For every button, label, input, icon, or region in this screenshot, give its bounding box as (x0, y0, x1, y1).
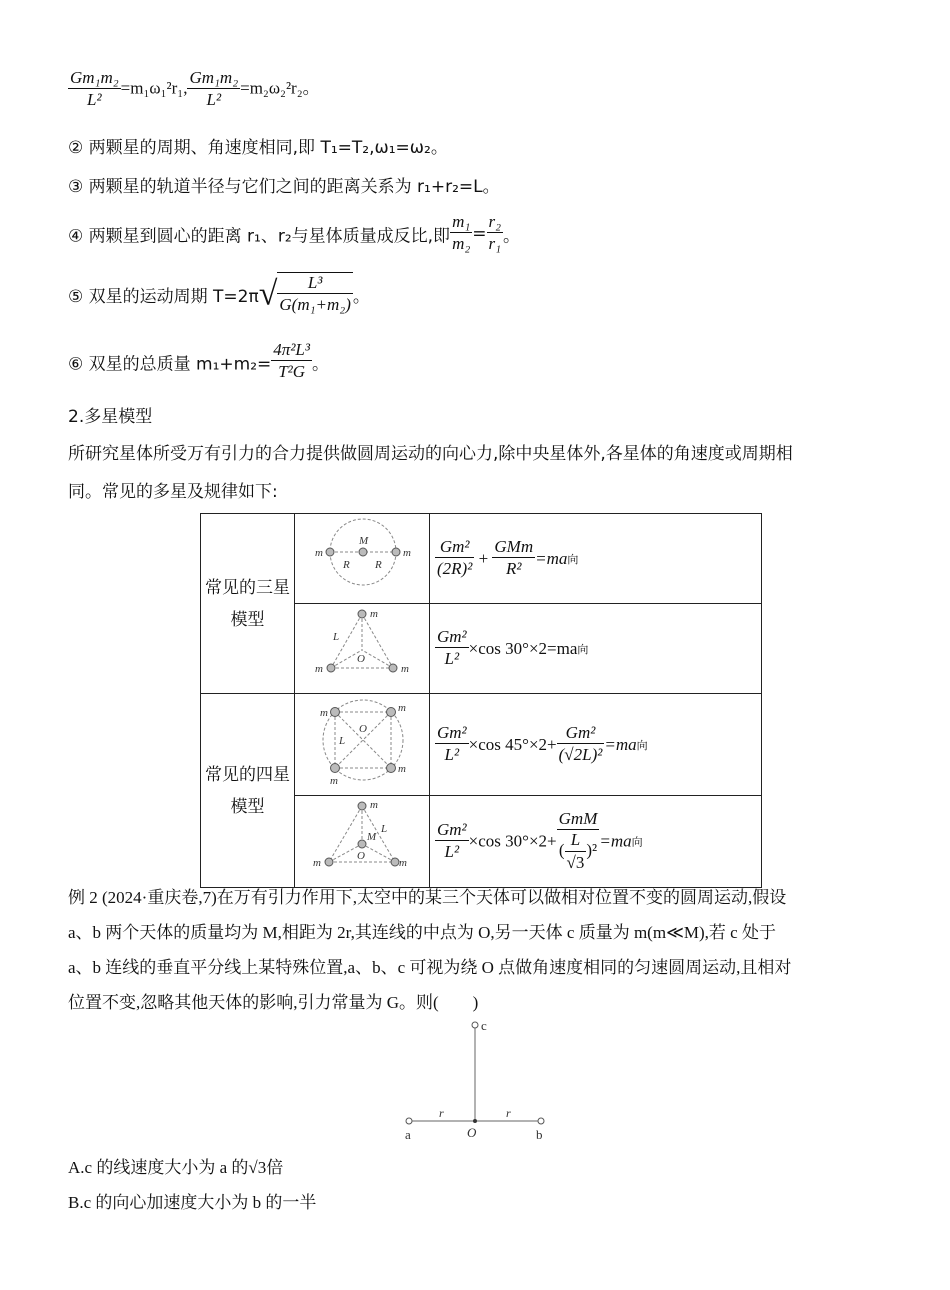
four-star-square-figure (295, 694, 430, 796)
example-abc-diagram (395, 1015, 555, 1145)
row4-inner-fraction: $\frac{L}{√3}$ (566, 830, 585, 872)
svg-text:m: m (320, 707, 328, 719)
svg-text:m: m (370, 608, 378, 620)
svg-text:M: M (359, 535, 369, 547)
three-star-triangle-diagram (295, 604, 429, 688)
three-star-label: 常见的三星模型 (201, 514, 295, 694)
top-formula: $\frac{\text{Gm₁m₂}}{\text{L²}}$ =m₁ω₁²r₁, $\frac{\text{Gm₁m₂}}{\text{L²}}$ =m₂ω₂²r₂。 (68, 68, 320, 111)
svg-text:m: m (370, 799, 378, 811)
three-star-line-diagram (295, 514, 429, 598)
formula-row-3: $\frac{\text{Gm²}}{\text{L²}}$ ×cos 45°×2+ $\frac{\text{Gm²}}{\text{(√2L)²}}$ =ma向 (430, 694, 762, 796)
row3-fraction-1: $\frac{\text{Gm²}}{\text{L²}}$ (437, 722, 467, 765)
point-3: ③ 两颗星的轨道半径与它们之间的距离关系为 r₁+r₂=L。 (68, 177, 500, 197)
option-a[interactable]: A.c 的线速度大小为 a 的√3倍 (68, 1158, 284, 1177)
row1-fraction-2: $\frac{\text{GMm}}{\text{R²}}$ (494, 536, 534, 579)
option-b[interactable]: B.c 的向心加速度大小为 b 的一半 (68, 1193, 317, 1212)
svg-text:m: m (398, 702, 406, 714)
label-a: a (405, 1127, 411, 1142)
point-o (473, 1119, 477, 1123)
point-4-fraction-2: $\frac{\text{r₂}}{\text{r₁}}$ (488, 212, 502, 254)
svg-text:m: m (313, 857, 321, 869)
formula-row-2: $\frac{\text{Gm²}}{\text{L²}}$ ×cos 30°×2=ma向 (430, 604, 762, 694)
point-6-fraction: $\frac{\text{4π²L³}}{\text{T²G}}$ (273, 340, 310, 382)
row4-fraction-1: $\frac{\text{Gm²}}{\text{L²}}$ (437, 819, 467, 862)
point-2: ② 两颗星的周期、角速度相同,即 T₁=T₂,ω₁=ω₂。 (68, 138, 448, 158)
formula-row-1: $\frac{\text{Gm²}}{\text{(2R)²}}$ + $\frac{\text{GMm}}{\text{R²}}$ =ma向 (430, 514, 762, 604)
svg-text:L: L (381, 823, 388, 835)
svg-text:L: L (333, 631, 340, 643)
row4-fraction-2: GmM ( $\frac{L}{√3}$ )² (557, 809, 600, 874)
four-star-label: 常见的四星模型 (201, 694, 295, 888)
point-5: ⑤ 双星的运动周期 T=2π√ $\frac{\text{L³}}{\text{G(m₁+m₂)}}$ 。 (68, 272, 370, 316)
three-star-triangle-figure (295, 604, 430, 694)
label-c: c (481, 1018, 487, 1033)
section-body-line-1: 所研究星体所受万有引力的合力提供做圆周运动的向心力,除中央星体外,各星体的角速度或周期相 (68, 444, 793, 464)
four-star-triangle-figure (295, 796, 430, 888)
svg-text:R: R (375, 559, 382, 571)
body-b (538, 1118, 544, 1124)
svg-text:m: m (403, 547, 411, 559)
row2-fraction: $\frac{\text{Gm²}}{\text{L²}}$ (437, 626, 467, 669)
three-star-line-figure (295, 514, 430, 604)
four-star-triangle-diagram (295, 796, 429, 882)
body-c (472, 1022, 478, 1028)
point-6: ⑥ 双星的总质量 m₁+m₂= $\frac{\text{4π²L³}}{\text{T²G}}$ 。 (68, 340, 329, 383)
example-line-3: a、b 连线的垂直平分线上某特殊位置,a、b、c 可视为绕 O 点做角速度相同的匀速圆周运动,且相对 (68, 958, 792, 977)
row1-fraction-1: $\frac{\text{Gm²}}{\text{(2R)²}}$ (437, 536, 473, 579)
svg-text:m: m (401, 663, 409, 675)
point-5-fraction: $\frac{\text{L³}}{\text{G(m₁+m₂)}}$ (277, 272, 352, 316)
top-fraction-2: $\frac{\text{Gm₁m₂}}{\text{L²}}$ (189, 68, 239, 110)
svg-text:m: m (315, 663, 323, 675)
example-line-4: 位置不变,忽略其他天体的影响,引力常量为 G。则( ) (68, 993, 479, 1012)
svg-text:m: m (315, 547, 323, 559)
label-r-left: r (439, 1106, 444, 1120)
sqrt-sign-icon: √ (258, 275, 278, 313)
example-line-1: 例 2 (2024·重庆卷,7)在万有引力作用下,太空中的某三个天体可以做相对位置不变的圆周运动,假设 (68, 888, 787, 907)
example-line-2: a、b 两个天体的质量均为 M,相距为 2r,其连线的中点为 O,另一天体 c 质量为 m(m≪M),若 c 处于 (68, 923, 776, 942)
svg-text:m: m (399, 857, 407, 869)
multi-star-table (200, 513, 762, 888)
body-a (406, 1118, 412, 1124)
svg-text:R: R (343, 559, 350, 571)
svg-text:M: M (367, 831, 377, 843)
svg-text:O: O (357, 850, 365, 862)
svg-text:O: O (359, 723, 367, 735)
svg-text:O: O (357, 653, 365, 665)
svg-text:L: L (339, 735, 346, 747)
row3-fraction-2: $\frac{\text{Gm²}}{\text{(√2L)²}}$ (558, 722, 603, 765)
four-star-square-diagram (295, 694, 429, 790)
label-r-right: r (506, 1106, 511, 1120)
formula-row-4: $\frac{\text{Gm²}}{\text{L²}}$ ×cos 30°×2+ GmM ( $\frac{L}{√3}$ )² =ma向 (430, 796, 762, 888)
point-4-fraction-1: $\frac{\text{m₁}}{\text{m₂}}$ (452, 212, 471, 254)
section-body-line-2: 同。常见的多星及规律如下: (68, 482, 278, 502)
point-4: ④ 两颗星到圆心的距离 r₁、r₂与星体质量成反比,即 $\frac{\text{m₁}}{\text{m₂}}$ = $\frac{\text{r₂}}{\text{r₁}}$ 。 (68, 212, 520, 255)
label-o: O (467, 1125, 477, 1140)
label-b: b (536, 1127, 543, 1142)
top-fraction-1: $\frac{\text{Gm₁m₂}}{\text{L²}}$ (70, 68, 119, 110)
svg-text:m: m (330, 775, 338, 787)
svg-text:m: m (398, 763, 406, 775)
section-heading: 2.多星模型 (68, 407, 153, 427)
